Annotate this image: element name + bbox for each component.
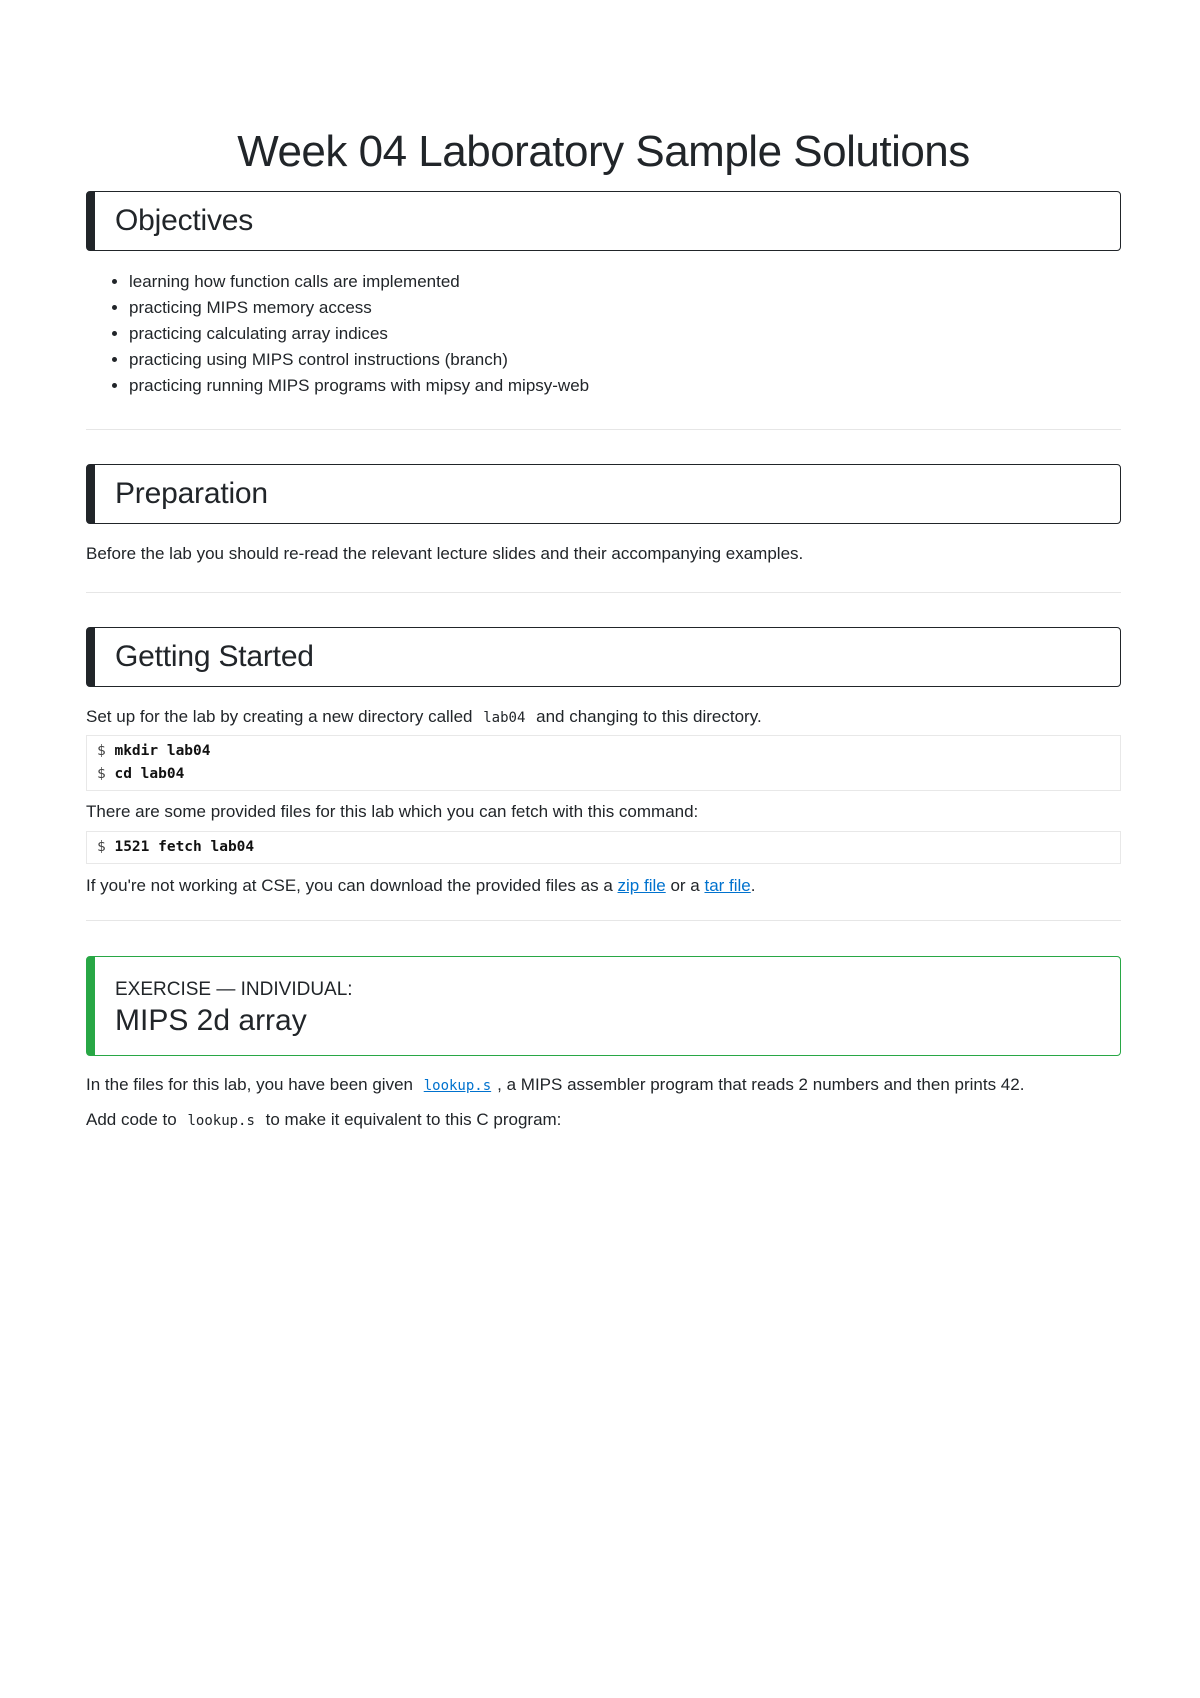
setup-text-before: Set up for the lab by creating a new directory called bbox=[86, 707, 473, 726]
list-item: • practicing running MIPS programs with mipsy and mipsy-web bbox=[129, 373, 1121, 399]
shell-command: cd lab04 bbox=[114, 766, 185, 782]
add-text-before: Add code to bbox=[86, 1110, 177, 1129]
preparation-heading-box bbox=[86, 464, 1121, 524]
section-divider bbox=[86, 429, 1121, 430]
document-page bbox=[86, 120, 1121, 1133]
exercise-kind-label: EXERCISE — INDIVIDUAL: bbox=[115, 979, 353, 1000]
shell-command: mkdir lab04 bbox=[114, 743, 211, 759]
lookup-file-code-inline: lookup.s bbox=[187, 1113, 255, 1129]
list-item: • practicing MIPS memory access bbox=[129, 295, 1121, 321]
directory-name-code: lab04 bbox=[483, 710, 526, 726]
getting-started-heading-box bbox=[86, 627, 1121, 687]
objectives-heading: Objectives bbox=[115, 204, 254, 237]
given-text-after: , a MIPS assembler program that reads 2 numbers and then prints 42. bbox=[497, 1075, 1025, 1094]
shell-command: 1521 fetch lab04 bbox=[114, 839, 255, 855]
exercise-given-text bbox=[86, 1073, 1121, 1098]
section-divider bbox=[86, 592, 1121, 593]
download-text-middle: or a bbox=[670, 876, 700, 895]
section-divider bbox=[86, 920, 1121, 921]
add-text-after: to make it equivalent to this C program: bbox=[265, 1110, 562, 1129]
download-text-before: If you're not working at CSE, you can download the provided files as a bbox=[86, 876, 613, 895]
list-item: • practicing calculating array indices bbox=[129, 321, 1121, 347]
preparation-text: Before the lab you should re-read the relevant lecture slides and their accompanying examples. bbox=[86, 544, 804, 563]
lookup-file-code: lookup.s bbox=[423, 1078, 492, 1094]
list-item: • practicing using MIPS control instructions (branch) bbox=[129, 347, 1121, 373]
exercise-add-text bbox=[86, 1108, 1121, 1133]
download-instructions bbox=[86, 874, 1121, 898]
shell-commands-setup bbox=[86, 735, 1121, 791]
setup-text-after: and changing to this directory. bbox=[536, 707, 762, 726]
page-title: Week 04 Laboratory Sample Solutions bbox=[237, 127, 970, 176]
fetch-instructions: There are some provided files for this lab which you can fetch with this command: bbox=[86, 802, 699, 821]
zip-file-link[interactable]: zip file bbox=[617, 876, 666, 895]
lookup-file-link[interactable] bbox=[418, 1075, 497, 1094]
objectives-list bbox=[86, 269, 1121, 399]
list-item: • learning how function calls are implemented bbox=[129, 269, 1121, 295]
exercise-title: MIPS 2d array bbox=[115, 1004, 307, 1037]
objectives-heading-box bbox=[86, 191, 1121, 251]
shell-commands-fetch bbox=[86, 831, 1121, 864]
tar-file-link[interactable]: tar file bbox=[704, 876, 751, 895]
download-text-after: . bbox=[750, 876, 756, 895]
exercise-heading-box bbox=[86, 956, 1121, 1056]
shell-prompt: $ bbox=[97, 743, 106, 759]
preparation-heading: Preparation bbox=[115, 477, 268, 510]
getting-started-heading: Getting Started bbox=[115, 640, 314, 673]
shell-prompt: $ bbox=[97, 839, 106, 855]
setup-instructions bbox=[86, 705, 1121, 730]
shell-prompt: $ bbox=[97, 766, 106, 782]
given-text-before: In the files for this lab, you have been given bbox=[86, 1075, 413, 1094]
